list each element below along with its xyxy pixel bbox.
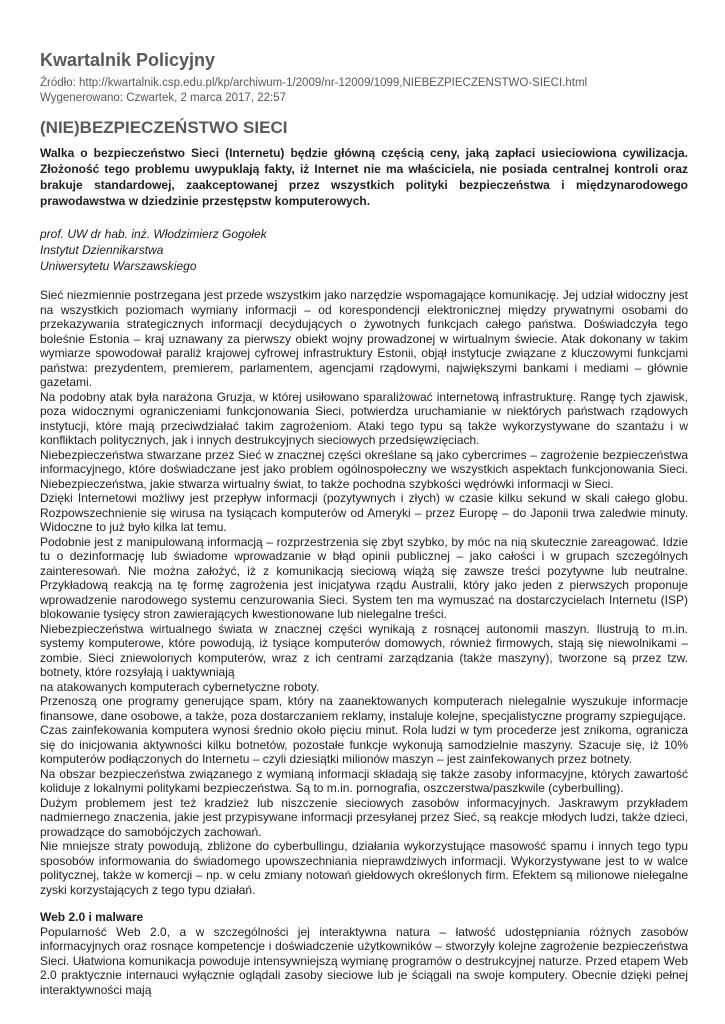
- article-paragraph: Nie mniejsze straty powodują, zbliżone do cyberbullingu, działania wykorzystujące masowość spamu i innych tego typu sposobów informowania do świadomego upowszechniania nieprawdziwych informacji. Wykorzystywane jest to w walce politycznej, także w komercji – np. w celu zmiany notowań giełdowych określonych firm. Efektem są milionowe nielegalne zyski korzystających z tego typu działań.: [40, 839, 688, 897]
- article-paragraph: Niebezpieczeństwa stwarzane przez Sieć w znacznej części określane są jako cybercrimes – zagrożenie bezpieczeństwa informacyjnego, które doświadczane jest jako problem ogólnospołeczny we wszystkich aspektach funkcjonowania Sieci. Niebezpieczeństwa, jakie stwarza wirtualny świat, to także pochodna szybkości wędrówki informacji w Sieci.: [40, 447, 688, 491]
- article-paragraph: Dzięki Internetowi możliwy jest przepływ informacji (pozytywnych i złych) w czasie kilku sekund w skali całego globu. Rozpowszechnienie się wirusa na tysiącach komputerów od Ameryki – przez Europę – do Japonii trwa zaledwie minuty. Widoczne to już było kilka lat temu.: [40, 491, 688, 534]
- author-name: prof. UW dr hab. inż. Włodzimierz Gogołek: [40, 227, 267, 241]
- article-paragraph: Na podobny atak była narażona Gruzja, w której usiłowano sparaliżować internetową infrastrukturę. Rangę tych zjawisk, poza widocznymi ograniczeniami funkcjonowania Sieci, potwierdza uruchamianie w niektórych państwach rządowych instytucji, które mają przeciwdziałać takim zagrożeniom. Ataki tego typu są także wykorzystywane do szantażu i w konfliktach politycznych, jak i innych destrukcyjnych sieciowych przedsięwzięciach.: [40, 389, 688, 447]
- generated-line: Wygenerowano: Czwartek, 2 marca 2017, 22:57: [40, 92, 286, 104]
- article-paragraph: Czas zainfekowania komputera wynosi średnio około pięciu minut. Rola ludzi w tym procederze jest znikoma, ogranicza się do inicjowania aktywności kilku botnetów, pozostałe funkcje wykonują samodzielnie maszyny. Szacuje się, iż 10% komputerów podłączonych do Internetu – czyli dziesiątki milionów maszyn – jest zainfekowanych przez botnety.: [40, 723, 688, 766]
- article-paragraph: Podobnie jest z manipulowaną informacją – rozprzestrzenia się zbyt szybko, by móc na nią skutecznie zareagować. Idzie tu o dezinformację lub świadome wprowadzanie w błąd opinii publicznej – jako całości i w grupach szczególnych zainteresowań. Nie można założyć, iż z komunikacją sieciową wiążą się zawsze treści pozytywne lub neutralne. Przykładową reakcją na tę formę zagrożenia jest inicjatywa rządu Australii, który jako jeden z pierwszych proponuje wprowadzenie narodowego systemu cenzurowania Sieci. System ten ma wymuszać na dostarczycielach Internetu (ISP) blokowanie tysięcy stron zawierających kwestionowane lub nielegalne treści.: [40, 534, 688, 621]
- article-paragraph: Niebezpieczeństwa wirtualnego świata w znacznej części wynikają z rosnącej autonomii maszyn. Ilustrują to m.in. systemy komputerowe, które powodują, iż tysiące komputerów domowych, również firmowych, stają się niewolnikami – zombie. Sieci zniewolonych komputerów, wraz z ich centrami zarządzania (także maszyny), tworzone są przez tzw. botnety, które rozsyłają i uaktywniają: [40, 621, 688, 679]
- author-block: [40, 226, 688, 274]
- author-institute: Instytut Dziennikarstwa: [40, 243, 164, 257]
- article-paragraph: Na obszar bezpieczeństwa związanego z wymianą informacji składają się także zasoby informacyjne, których zawartość koliduje z lokalnymi politykami bezpieczeństwa. Są to m.in. pornografia, oszczerstwa/paszkwile (cyberbulling).: [40, 766, 688, 795]
- section-paragraph: Popularność Web 2.0, a w szczególności jej interaktywna natura – łatwość udostępniania różnych zasobów informacyjnych oraz rosnące kompetencje i doświadczenie użytkowników – stworzyły kolejne zagrożenie bezpieczeństwa Sieci. Ułatwiona komunikacja powoduje intensywniejszą wymianę programów o destrukcyjnej naturze. Przed etapem Web 2.0 praktycznie internauci wyłącznie oglądali zasoby sieciowe lub je ściągali na swoje komputery. Obecnie dzięki pełnej interaktywności mają: [40, 924, 688, 997]
- article-lead: Walka o bezpieczeństwo Sieci (Internetu) będzie główną częścią ceny, jaką zapłaci usieciowiona cywilizacja. Złożoność tego problemu uwypuklają fakty, iż Internet nie ma właściciela, nie posiada centralnej kontroli oraz brakuje standardowej, zaakceptowanej przez wszystkich polityki bezpieczeństwa i międzynarodowego prawodawstwa w dziedzinie przestępstw komputerowych.: [40, 146, 688, 208]
- article-paragraph: Sieć niezmiennie postrzegana jest przede wszystkim jako narzędzie wspomagające komunikację. Jej udział widoczny jest na wszystkich poziomach wymiany informacji – od korespondencji elektronicznej między prywatnymi osobami do przekazywania strategicznych informacji decydujących o żywotnych funkcjach całego państwa. Doświadczyła tego boleśnie Estonia – kraj uznawany za pierwszy obiekt wojny prowadzonej w wirtualnym świecie. Atak dokonany w takim wymiarze spowodował paraliż krajowej cyfrowej infrastruktury Estonii, objął instytucje związane z kluczowymi funkcjami państwa: prezydentem, premierem, parlamentem, agencjami rządowymi, największymi bankami i mediami – głównie gazetami.: [40, 288, 688, 389]
- author-university: Uniwersytetu Warszawskiego: [40, 259, 197, 273]
- publication-title: Kwartalnik Policyjny: [40, 50, 216, 70]
- article-title: (NIE)BEZPIECZEŃSTWO SIECI: [40, 118, 288, 137]
- document-header: [40, 50, 688, 106]
- article-paragraph: na atakowanych komputerach cybernetyczne roboty.: [40, 679, 320, 694]
- source-line: Źródło: http://kwartalnik.csp.edu.pl/kp/archiwum-1/2009/nr-12009/1099,NIEBEZPIECZENSTWO-SIECI.html: [40, 77, 588, 89]
- article-paragraph: Przenoszą one programy generujące spam, który na zaanektowanych komputerach nielegalnie wyszukuje informacje finansowe, dane osobowe, a także, poza dostarczaniem reklamy, instaluje kolejne, specjalistyczne programy szpiegujące.: [40, 694, 688, 723]
- article-paragraph: Dużym problemem jest też kradzież lub niszczenie sieciowych zasobów informacyjnych. Jaskrawym przykładem nadmiernego znaczenia, jakie jest przypisywane informacji przesyłanej przez Sieć, są reakcje młodych ludzi, także dzieci, prowadzące do samobójczych zachowań.: [40, 795, 688, 839]
- section-heading-web20: Web 2.0 i malware: [40, 910, 144, 924]
- article-body: [40, 288, 688, 997]
